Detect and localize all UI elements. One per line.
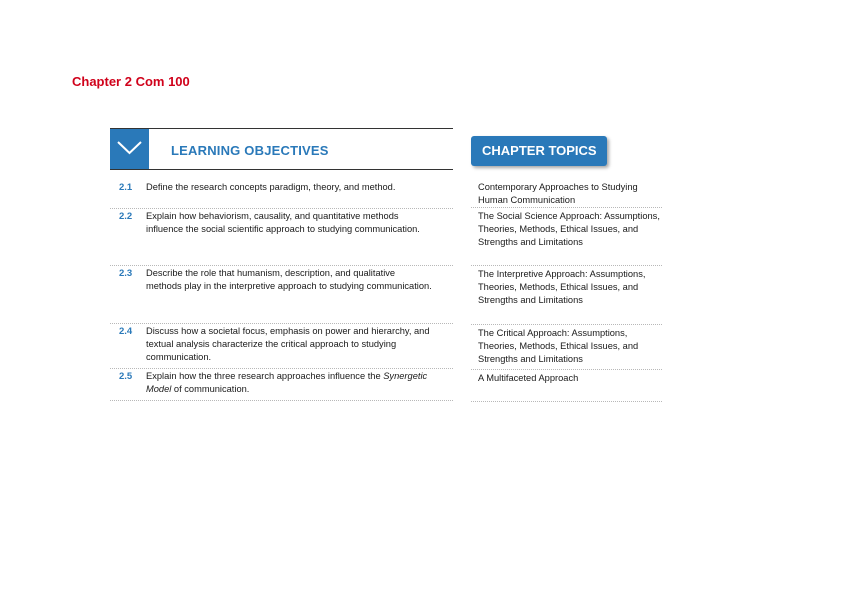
objective-number: 2.4 [119, 326, 133, 337]
learning-objectives-heading: LEARNING OBJECTIVES [171, 143, 329, 158]
objective-text [146, 370, 453, 397]
objective-item [110, 266, 453, 324]
objective-number: 2.3 [119, 268, 133, 279]
objective-text: Describe the role that humanism, description, and qualitative methods play in the interpretive approach to studying communication. [146, 268, 432, 291]
objective-number: 2.1 [119, 182, 133, 193]
objective-item [110, 369, 453, 401]
objective-number: 2.2 [119, 211, 133, 222]
objective-item [110, 180, 453, 209]
objective-text-post: of communication. [173, 384, 250, 394]
document-title: Chapter 2 Com 100 [72, 74, 190, 89]
learning-objectives-header [110, 128, 453, 170]
chapter-topics-list [471, 179, 662, 402]
objective-text: Discuss how a societal focus, emphasis on power and hierarchy, and textual analysis characterize the critical approach to studying communication. [146, 326, 430, 362]
objective-text: Explain how behaviorism, causality, and quantitative methods influence the social scientific approach to studying communication. [146, 211, 420, 234]
objective-text-pre: Explain how the three research approaches influence the [146, 371, 381, 381]
topic-item: A Multifaceted Approach [471, 370, 662, 402]
objective-item [110, 324, 453, 369]
learning-objectives-panel [110, 128, 453, 401]
objective-text-italic: Synergetic Model [146, 371, 428, 394]
chapter-topics-heading: CHAPTER TOPICS [471, 136, 607, 166]
topic-item: The Critical Approach: Assumptions, Theories, Methods, Ethical Issues, and Strengths and Limitations [471, 325, 662, 370]
objective-number: 2.5 [119, 371, 133, 382]
topic-item: The Interpretive Approach: Assumptions, Theories, Methods, Ethical Issues, and Strengths and Limitations [471, 266, 662, 325]
chevron-check-icon [110, 129, 149, 169]
topic-item: Contemporary Approaches to Studying Human Communication [471, 179, 662, 208]
objective-item [110, 209, 453, 266]
chapter-topics-panel [471, 136, 662, 402]
learning-objectives-list [110, 180, 453, 401]
objective-text: Define the research concepts paradigm, theory, and method. [146, 182, 396, 192]
topic-item: The Social Science Approach: Assumptions, Theories, Methods, Ethical Issues, and Strengths and Limitations [471, 208, 662, 266]
